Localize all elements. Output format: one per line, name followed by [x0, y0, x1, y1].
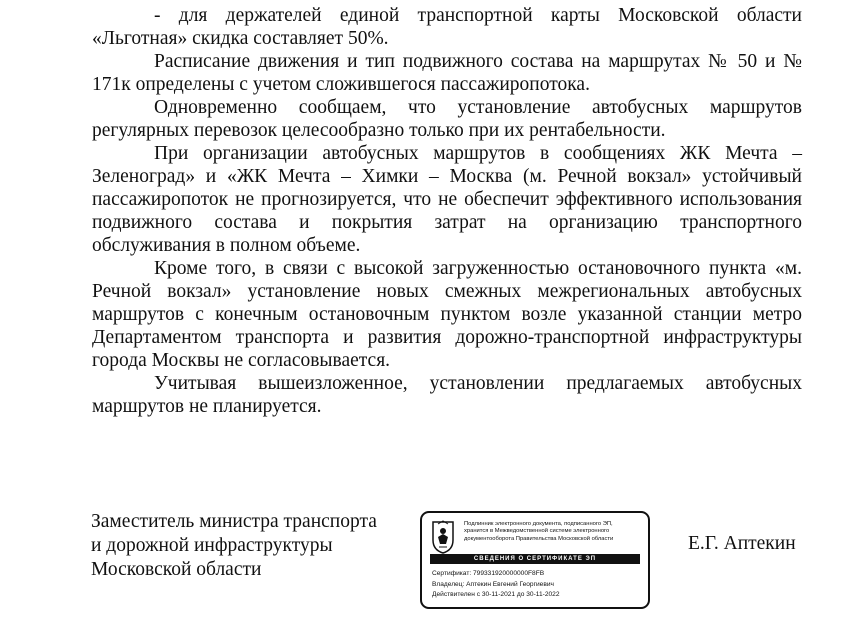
certificate-validity: Действителен с 30-11-2021 до 30-11-2022	[432, 591, 560, 599]
paragraph-passenger-flow: При организации автобусных маршрутов в сообщениях ЖК Мечта – Зеленоград» и «ЖК Мечта – Химки – Москва (м. Речной вокзал» устойчивый пассажиропоток не прогнозируется, что не обеспечит эффективного использования подвижного состава и покрытия затрат на организацию транспортного обслуживания в полном объеме.	[92, 143, 802, 256]
moscow-oblast-coat-of-arms-icon	[430, 520, 456, 554]
certificate-owner: Владелец: Аптекин Евгений Георгиевич	[432, 580, 554, 588]
stamp-header-line: документооборота Правительства Московской области	[464, 535, 614, 542]
paragraph-schedule: Расписание движения и тип подвижного состава на маршрутах № 50 и № 171к определены с учетом сложившегося пассажиропотока.	[92, 51, 802, 95]
certificate-details	[432, 569, 560, 601]
letter-body	[92, 4, 802, 418]
paragraph-discount: - для держателей единой транспортной карты Московской области «Льготная» скидка составляет 50%.	[92, 5, 802, 49]
paragraph-rechnoy-vokzal: Кроме того, в связи с высокой загруженностью остановочного пункта «м. Речной вокзал» установление новых смежных межрегиональных автобусных маршрутов с конечным остановочным пунктом возле указанной станции метро Департаментом транспорта и развития дорожно-транспортной инфраструктуры города Москвы не согласовывается.	[92, 258, 802, 371]
paragraph-conclusion: Учитывая вышеизложенное, установлении предлагаемых автобусных маршрутов не планируется.	[92, 373, 802, 417]
certificate-number: Сертификат: 799331920000000F8FB	[432, 570, 545, 577]
signatory-name: Е.Г. Аптекин	[688, 533, 796, 554]
position-line: Заместитель министра транспорта	[91, 511, 377, 532]
position-line: Московской области	[91, 559, 262, 580]
stamp-header	[464, 521, 646, 543]
certificate-info-bar: СВЕДЕНИЯ О СЕРТИФИКАТЕ ЭП	[430, 554, 640, 564]
electronic-signature-stamp	[420, 511, 650, 609]
stamp-header-line: хранится в Межведомственной системе электронного	[464, 528, 610, 535]
paragraph-profitability: Одновременно сообщаем, что установление автобусных маршрутов регулярных перевозок целесообразно только при их рентабельности.	[92, 97, 802, 141]
stamp-header-line: Подлинник электронного документа, подписанного ЭП,	[464, 521, 613, 527]
signatory-position	[91, 510, 377, 582]
position-line: и дорожной инфраструктуры	[91, 535, 333, 556]
